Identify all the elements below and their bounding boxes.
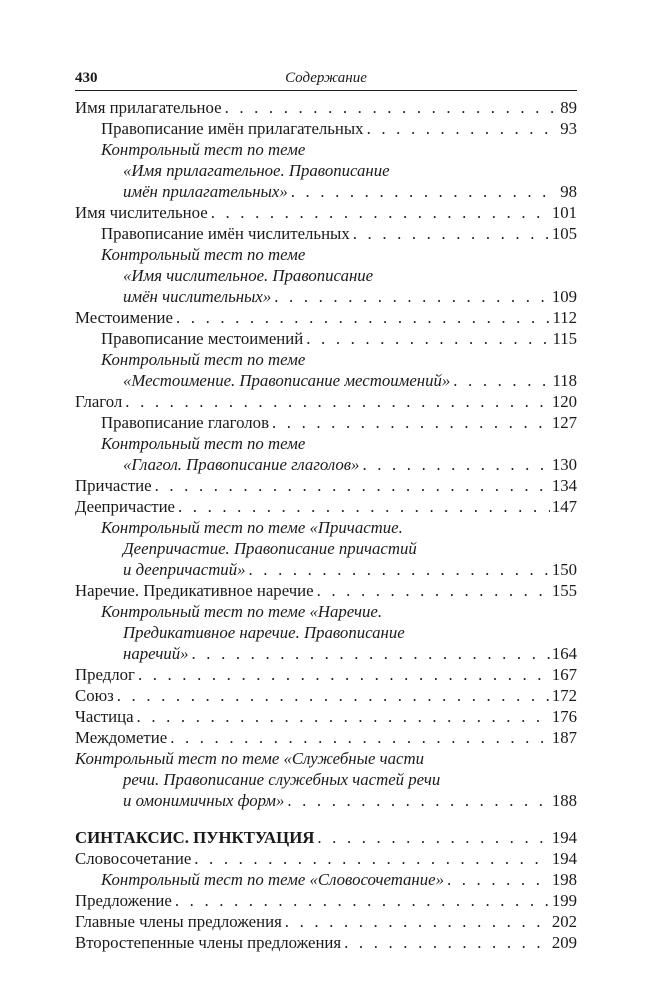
toc-line (75, 118, 577, 139)
toc-leader-dots (269, 412, 550, 433)
toc-line (75, 286, 577, 307)
toc-entry-page: 209 (551, 933, 577, 952)
toc-line (75, 580, 577, 601)
toc-entry-page: 93 (560, 119, 577, 138)
toc-entry-page: 155 (551, 581, 577, 600)
toc-entry-title: Союз (75, 686, 114, 705)
toc-entry-title: Наречие. Предикативное наречие (75, 581, 314, 600)
page-number: 430 (75, 70, 98, 86)
toc-line (75, 559, 577, 580)
toc-entry-title: имён числительных» (123, 287, 272, 306)
toc-entry-page: 115 (552, 329, 577, 348)
toc-leader-dots (167, 727, 550, 748)
toc-line (75, 601, 577, 622)
toc-leader-dots (208, 202, 550, 223)
toc-line (75, 827, 577, 848)
toc-entry-title: Контрольный тест по теме (101, 140, 306, 159)
toc-leader-dots (191, 848, 550, 869)
toc-leader-dots (122, 391, 550, 412)
toc-line (75, 139, 577, 160)
toc-leader-dots (444, 869, 550, 890)
toc-entry-page: 147 (551, 497, 577, 516)
toc-entry-page: 112 (552, 308, 577, 327)
toc-entry-title: Имя числительное (75, 203, 208, 222)
toc-line (75, 97, 577, 118)
toc-leader-dots (450, 370, 550, 391)
toc-entry-page: 176 (551, 707, 577, 726)
toc-leader-dots (288, 181, 558, 202)
toc-entry-page: 198 (551, 870, 577, 889)
toc-entry-title: Причастие (75, 476, 152, 495)
running-title: Содержание (285, 70, 367, 86)
toc-line (75, 517, 577, 538)
toc-entry-title: Главные члены предложения (75, 912, 282, 931)
toc-leader-dots (172, 890, 550, 911)
toc-line (75, 790, 577, 811)
toc-entry-title: Правописание местоимений (101, 329, 304, 348)
toc-line (75, 160, 577, 181)
toc-entry-page: 199 (551, 891, 577, 910)
toc-entry-title: СИНТАКСИС. ПУНКТУАЦИЯ (75, 828, 315, 847)
toc-leader-dots (284, 790, 549, 811)
toc-entry-title: и деепричастий» (123, 560, 246, 579)
page-header (75, 68, 577, 91)
toc-entry-title: Контрольный тест по теме «Причастие. (101, 518, 403, 537)
toc-leader-dots (359, 454, 549, 475)
toc-entry-title: Контрольный тест по теме «Служебные части (75, 749, 424, 768)
toc-leader-dots (314, 580, 550, 601)
toc-leader-dots (364, 118, 559, 139)
toc-entry-page: 101 (551, 203, 577, 222)
toc-line (75, 911, 577, 932)
toc-line (75, 412, 577, 433)
toc-entry-title: Словосочетание (75, 849, 192, 868)
toc-leader-dots (222, 97, 559, 118)
toc-line (75, 848, 577, 869)
toc-entry-title: «Имя числительное. Правописание (123, 266, 374, 285)
toc-leader-dots (175, 496, 550, 517)
toc-entry-title: Имя прилагательное (75, 98, 222, 117)
toc-line (75, 307, 577, 328)
toc-line (75, 391, 577, 412)
toc-leader-dots (350, 223, 550, 244)
toc-entry-page: 120 (551, 392, 577, 411)
toc-line (75, 475, 577, 496)
toc-entry-title: Деепричастие (75, 497, 175, 516)
toc-line (75, 706, 577, 727)
toc-entry-title: Предложение (75, 891, 172, 910)
toc-leader-dots (173, 307, 550, 328)
toc-entry-title: Глагол (75, 392, 123, 411)
toc-entry-title: Предлог (75, 665, 135, 684)
toc-entry-page: 109 (551, 287, 577, 306)
toc-entry-title: Контрольный тест по теме (101, 245, 306, 264)
toc-line (75, 370, 577, 391)
toc-leader-dots (341, 932, 550, 953)
toc-entry-title: Второстепенные члены предложения (75, 933, 342, 952)
toc-entry-page: 164 (551, 644, 577, 663)
toc-entry-page: 167 (551, 665, 577, 684)
toc-line (75, 328, 577, 349)
toc-entry-title: Деепричастие. Правописание причастий (123, 539, 417, 558)
toc-leader-dots (271, 286, 550, 307)
toc-entry-title: Контрольный тест по теме «Словосочетание» (101, 870, 444, 889)
toc-entry-title: Контрольный тест по теме (101, 350, 306, 369)
toc-entry-title: Междометие (75, 728, 168, 747)
toc-entry-title: Контрольный тест по теме «Наречие. (101, 602, 383, 621)
toc-line (75, 769, 577, 790)
toc-entry-page: 172 (551, 686, 577, 705)
toc-entry-page: 202 (551, 912, 577, 931)
toc-entry-title: Контрольный тест по теме (101, 434, 306, 453)
toc-entry-page: 188 (551, 791, 577, 810)
toc-entry-title: «Имя прилагательное. Правописание (123, 161, 390, 180)
toc-line (75, 202, 577, 223)
toc-leader-dots (189, 643, 550, 664)
table-of-contents (75, 97, 577, 953)
toc-line (75, 265, 577, 286)
toc-line (75, 181, 577, 202)
toc-line (75, 932, 577, 953)
toc-entry-page: 105 (551, 224, 577, 243)
toc-entry-title: наречий» (123, 644, 189, 663)
toc-line (75, 622, 577, 643)
toc-leader-dots (152, 475, 550, 496)
toc-entry-page: 118 (552, 371, 577, 390)
toc-entry-page: 194 (551, 828, 577, 847)
toc-line (75, 869, 577, 890)
toc-line (75, 496, 577, 517)
toc-entry-title: Частица (75, 707, 134, 726)
toc-line (75, 433, 577, 454)
toc-line (75, 890, 577, 911)
toc-line (75, 454, 577, 475)
toc-entry-page: 130 (551, 455, 577, 474)
toc-line (75, 538, 577, 559)
toc-entry-title: «Глагол. Правописание глаголов» (123, 455, 360, 474)
toc-line (75, 643, 577, 664)
toc-entry-title: Правописание имён прилагательных (101, 119, 364, 138)
toc-leader-dots (314, 827, 549, 848)
toc-entry-page: 150 (551, 560, 577, 579)
toc-line (75, 685, 577, 706)
toc-leader-dots (245, 559, 549, 580)
toc-line (75, 244, 577, 265)
toc-entry-title: Предикативное наречие. Правописание (123, 623, 405, 642)
toc-line (75, 748, 577, 769)
toc-entry-title: Правописание имён числительных (101, 224, 350, 243)
toc-leader-dots (303, 328, 550, 349)
toc-entry-page: 98 (560, 182, 577, 201)
toc-entry-page: 127 (551, 413, 577, 432)
toc-leader-dots (114, 685, 550, 706)
toc-leader-dots (135, 664, 550, 685)
toc-entry-title: «Местоимение. Правописание местоимений» (123, 371, 451, 390)
toc-line (75, 349, 577, 370)
toc-entry-page: 89 (560, 98, 577, 117)
toc-entry-title: Правописание глаголов (101, 413, 270, 432)
toc-line (75, 727, 577, 748)
toc-entry-title: имён прилагательных» (123, 182, 288, 201)
toc-entry-title: речи. Правописание служебных частей речи (123, 770, 441, 789)
toc-line (75, 223, 577, 244)
toc-entry-page: 134 (551, 476, 577, 495)
toc-leader-dots (134, 706, 550, 727)
toc-entry-title: Местоимение (75, 308, 173, 327)
toc-entry-page: 187 (551, 728, 577, 747)
toc-line (75, 664, 577, 685)
toc-entry-title: и омонимичных форм» (123, 791, 285, 810)
toc-entry-page: 194 (551, 849, 577, 868)
toc-leader-dots (282, 911, 550, 932)
